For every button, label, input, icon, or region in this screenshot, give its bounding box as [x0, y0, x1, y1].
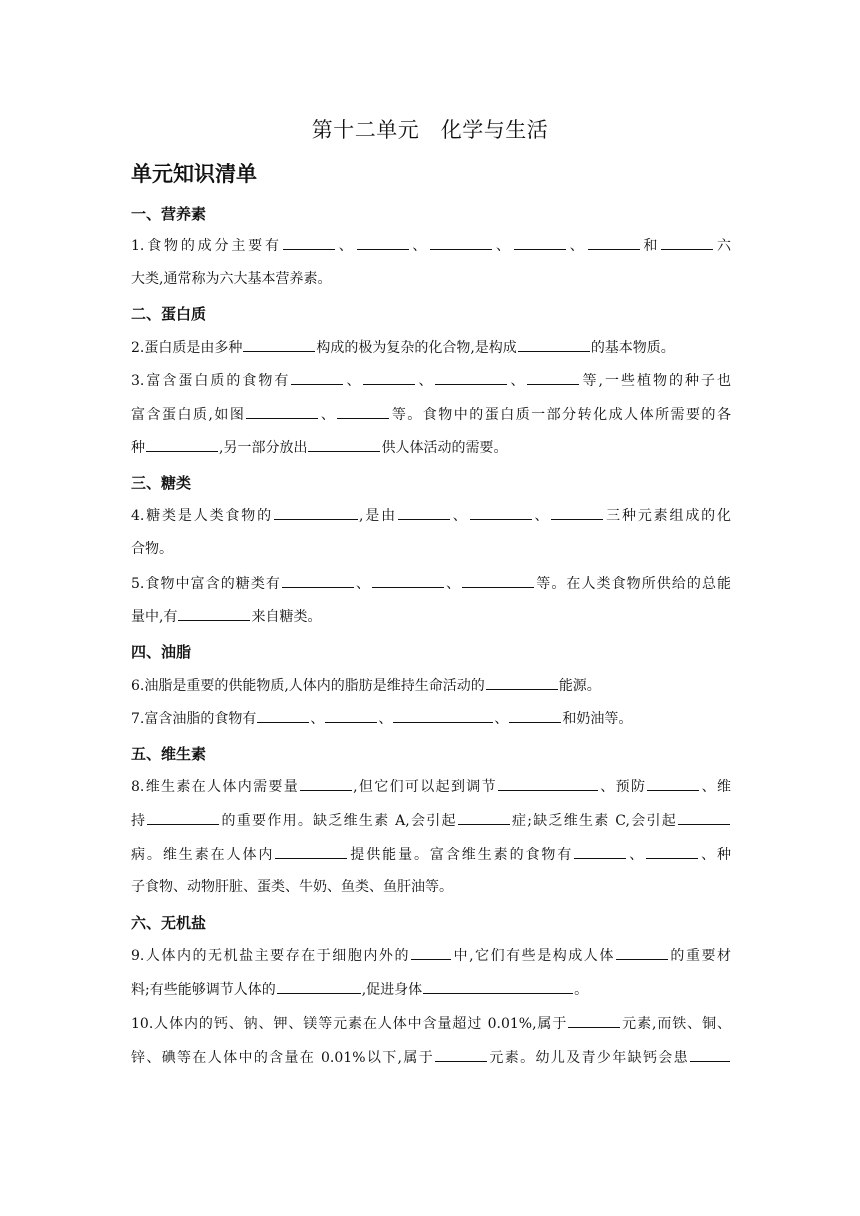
- fill-blank[interactable]: [462, 573, 534, 588]
- fill-blank[interactable]: [588, 235, 640, 250]
- paragraph-8-line-4: 子食物、动物肝脏、蛋类、牛奶、鱼类、鱼肝油等。: [131, 879, 453, 895]
- fill-blank[interactable]: [275, 844, 347, 859]
- fill-blank[interactable]: [325, 708, 377, 723]
- fill-blank[interactable]: [357, 235, 409, 250]
- section-carbohydrates: 三、糖类: [131, 474, 192, 492]
- fill-blank[interactable]: [283, 235, 335, 250]
- fill-blank[interactable]: [372, 573, 444, 588]
- paragraph-6: 6.油脂是重要的供能物质,人体内的脂肪是维持生命活动的 能源。: [131, 675, 731, 696]
- paragraph-8-line-2: 持 的重要作用。缺乏维生素 A,会引起 症;缺乏维生素 C,会引起: [131, 810, 731, 831]
- fill-blank[interactable]: [337, 404, 389, 419]
- fill-blank[interactable]: [435, 370, 507, 385]
- fill-blank[interactable]: [435, 1047, 487, 1062]
- paragraph-3-line-3: 种 ,另一部分放出 供人体活动的需要。: [131, 437, 731, 458]
- paragraph-8-line-3: 病。维生素在人体内 提供能量。富含维生素的食物有 、 、种: [131, 844, 731, 865]
- fill-blank[interactable]: [277, 979, 361, 994]
- section-heading: 单元知识清单: [131, 162, 257, 186]
- fill-blank[interactable]: [393, 708, 493, 723]
- fill-blank[interactable]: [291, 370, 343, 385]
- fill-blank[interactable]: [514, 235, 566, 250]
- fill-blank[interactable]: [458, 810, 510, 825]
- fill-blank[interactable]: [647, 776, 699, 791]
- paragraph-2: 2.蛋白质是由多种 构成的极为复杂的化合物,是构成 的基本物质。: [131, 337, 731, 358]
- section-protein: 二、蛋白质: [131, 305, 207, 323]
- paragraph-10-line-1: 10.人体内的钙、钠、钾、镁等元素在人体中含量超过 0.01%,属于 元素,而铁、铜、: [131, 1013, 731, 1034]
- fill-blank[interactable]: [423, 979, 573, 994]
- fill-blank[interactable]: [498, 776, 598, 791]
- paragraph-9-line-2: 料;有些能够调节人体的 ,促进身体 。: [131, 979, 731, 1000]
- paragraph-9-line-1: 9.人体内的无机盐主要存在于细胞内外的 中,它们有些是构成人体 的重要材: [131, 945, 731, 966]
- fill-blank[interactable]: [257, 708, 309, 723]
- paragraph-3-line-1: 3.富含蛋白质的食物有 、 、 、 等,一些植物的种子也: [131, 370, 731, 391]
- paragraph-7: 7.富含油脂的食物有 、 、 、 和奶油等。: [131, 708, 731, 729]
- fill-blank[interactable]: [509, 708, 561, 723]
- fill-blank[interactable]: [243, 337, 315, 352]
- fill-blank[interactable]: [470, 505, 532, 520]
- paragraph-5-line-1: 5.食物中富含的糖类有 、 、 等。在人类食物所供给的总能: [131, 573, 731, 594]
- fill-blank[interactable]: [178, 606, 250, 621]
- fill-blank[interactable]: [574, 844, 626, 859]
- paragraph-4-line-1: 4.糖类是人类食物的 ,是由 、 、 三种元素组成的化: [131, 505, 731, 526]
- paragraph-1-line-1: 1.食物的成分主要有 、 、 、 、 和 六: [131, 235, 731, 256]
- fill-blank[interactable]: [398, 505, 450, 520]
- section-minerals: 六、无机盐: [131, 914, 207, 932]
- fill-blank[interactable]: [678, 810, 730, 825]
- fill-blank[interactable]: [518, 337, 590, 352]
- section-nutrients: 一、营养素: [131, 205, 207, 223]
- fill-blank[interactable]: [430, 235, 492, 250]
- fill-blank[interactable]: [568, 1013, 620, 1028]
- fill-blank[interactable]: [527, 370, 579, 385]
- paragraph-3-line-2: 富含蛋白质,如图 、 等。食物中的蛋白质一部分转化成人体所需要的各: [131, 404, 731, 425]
- fill-blank[interactable]: [146, 437, 218, 452]
- fill-blank[interactable]: [363, 370, 415, 385]
- fill-blank[interactable]: [308, 437, 380, 452]
- fill-blank[interactable]: [147, 810, 219, 825]
- paragraph-8-line-1: 8.维生素在人体内需要量 ,但它们可以起到调节 、预防 、维: [131, 776, 731, 797]
- fill-blank[interactable]: [646, 844, 698, 859]
- fill-blank[interactable]: [282, 573, 354, 588]
- paragraph-1-line-2: 大类,通常称为六大基本营养素。: [131, 271, 332, 287]
- section-vitamins: 五、维生素: [131, 745, 207, 763]
- fill-blank[interactable]: [246, 404, 318, 419]
- fill-blank[interactable]: [274, 505, 358, 520]
- fill-blank[interactable]: [690, 1047, 730, 1062]
- paragraph-10-line-2: 锌、碘等在人体中的含量在 0.01%以下,属于 元素。幼儿及青少年缺钙会患: [131, 1047, 731, 1068]
- paragraph-4-line-2: 合物。: [131, 541, 173, 557]
- document-title: 第十二单元 化学与生活: [311, 118, 549, 142]
- fill-blank[interactable]: [661, 235, 713, 250]
- section-fats: 四、油脂: [131, 643, 192, 661]
- fill-blank[interactable]: [411, 945, 451, 960]
- fill-blank[interactable]: [551, 505, 603, 520]
- paragraph-5-line-2: 量中,有 来自糖类。: [131, 606, 731, 627]
- fill-blank[interactable]: [486, 675, 558, 690]
- fill-blank[interactable]: [616, 945, 668, 960]
- fill-blank[interactable]: [300, 776, 352, 791]
